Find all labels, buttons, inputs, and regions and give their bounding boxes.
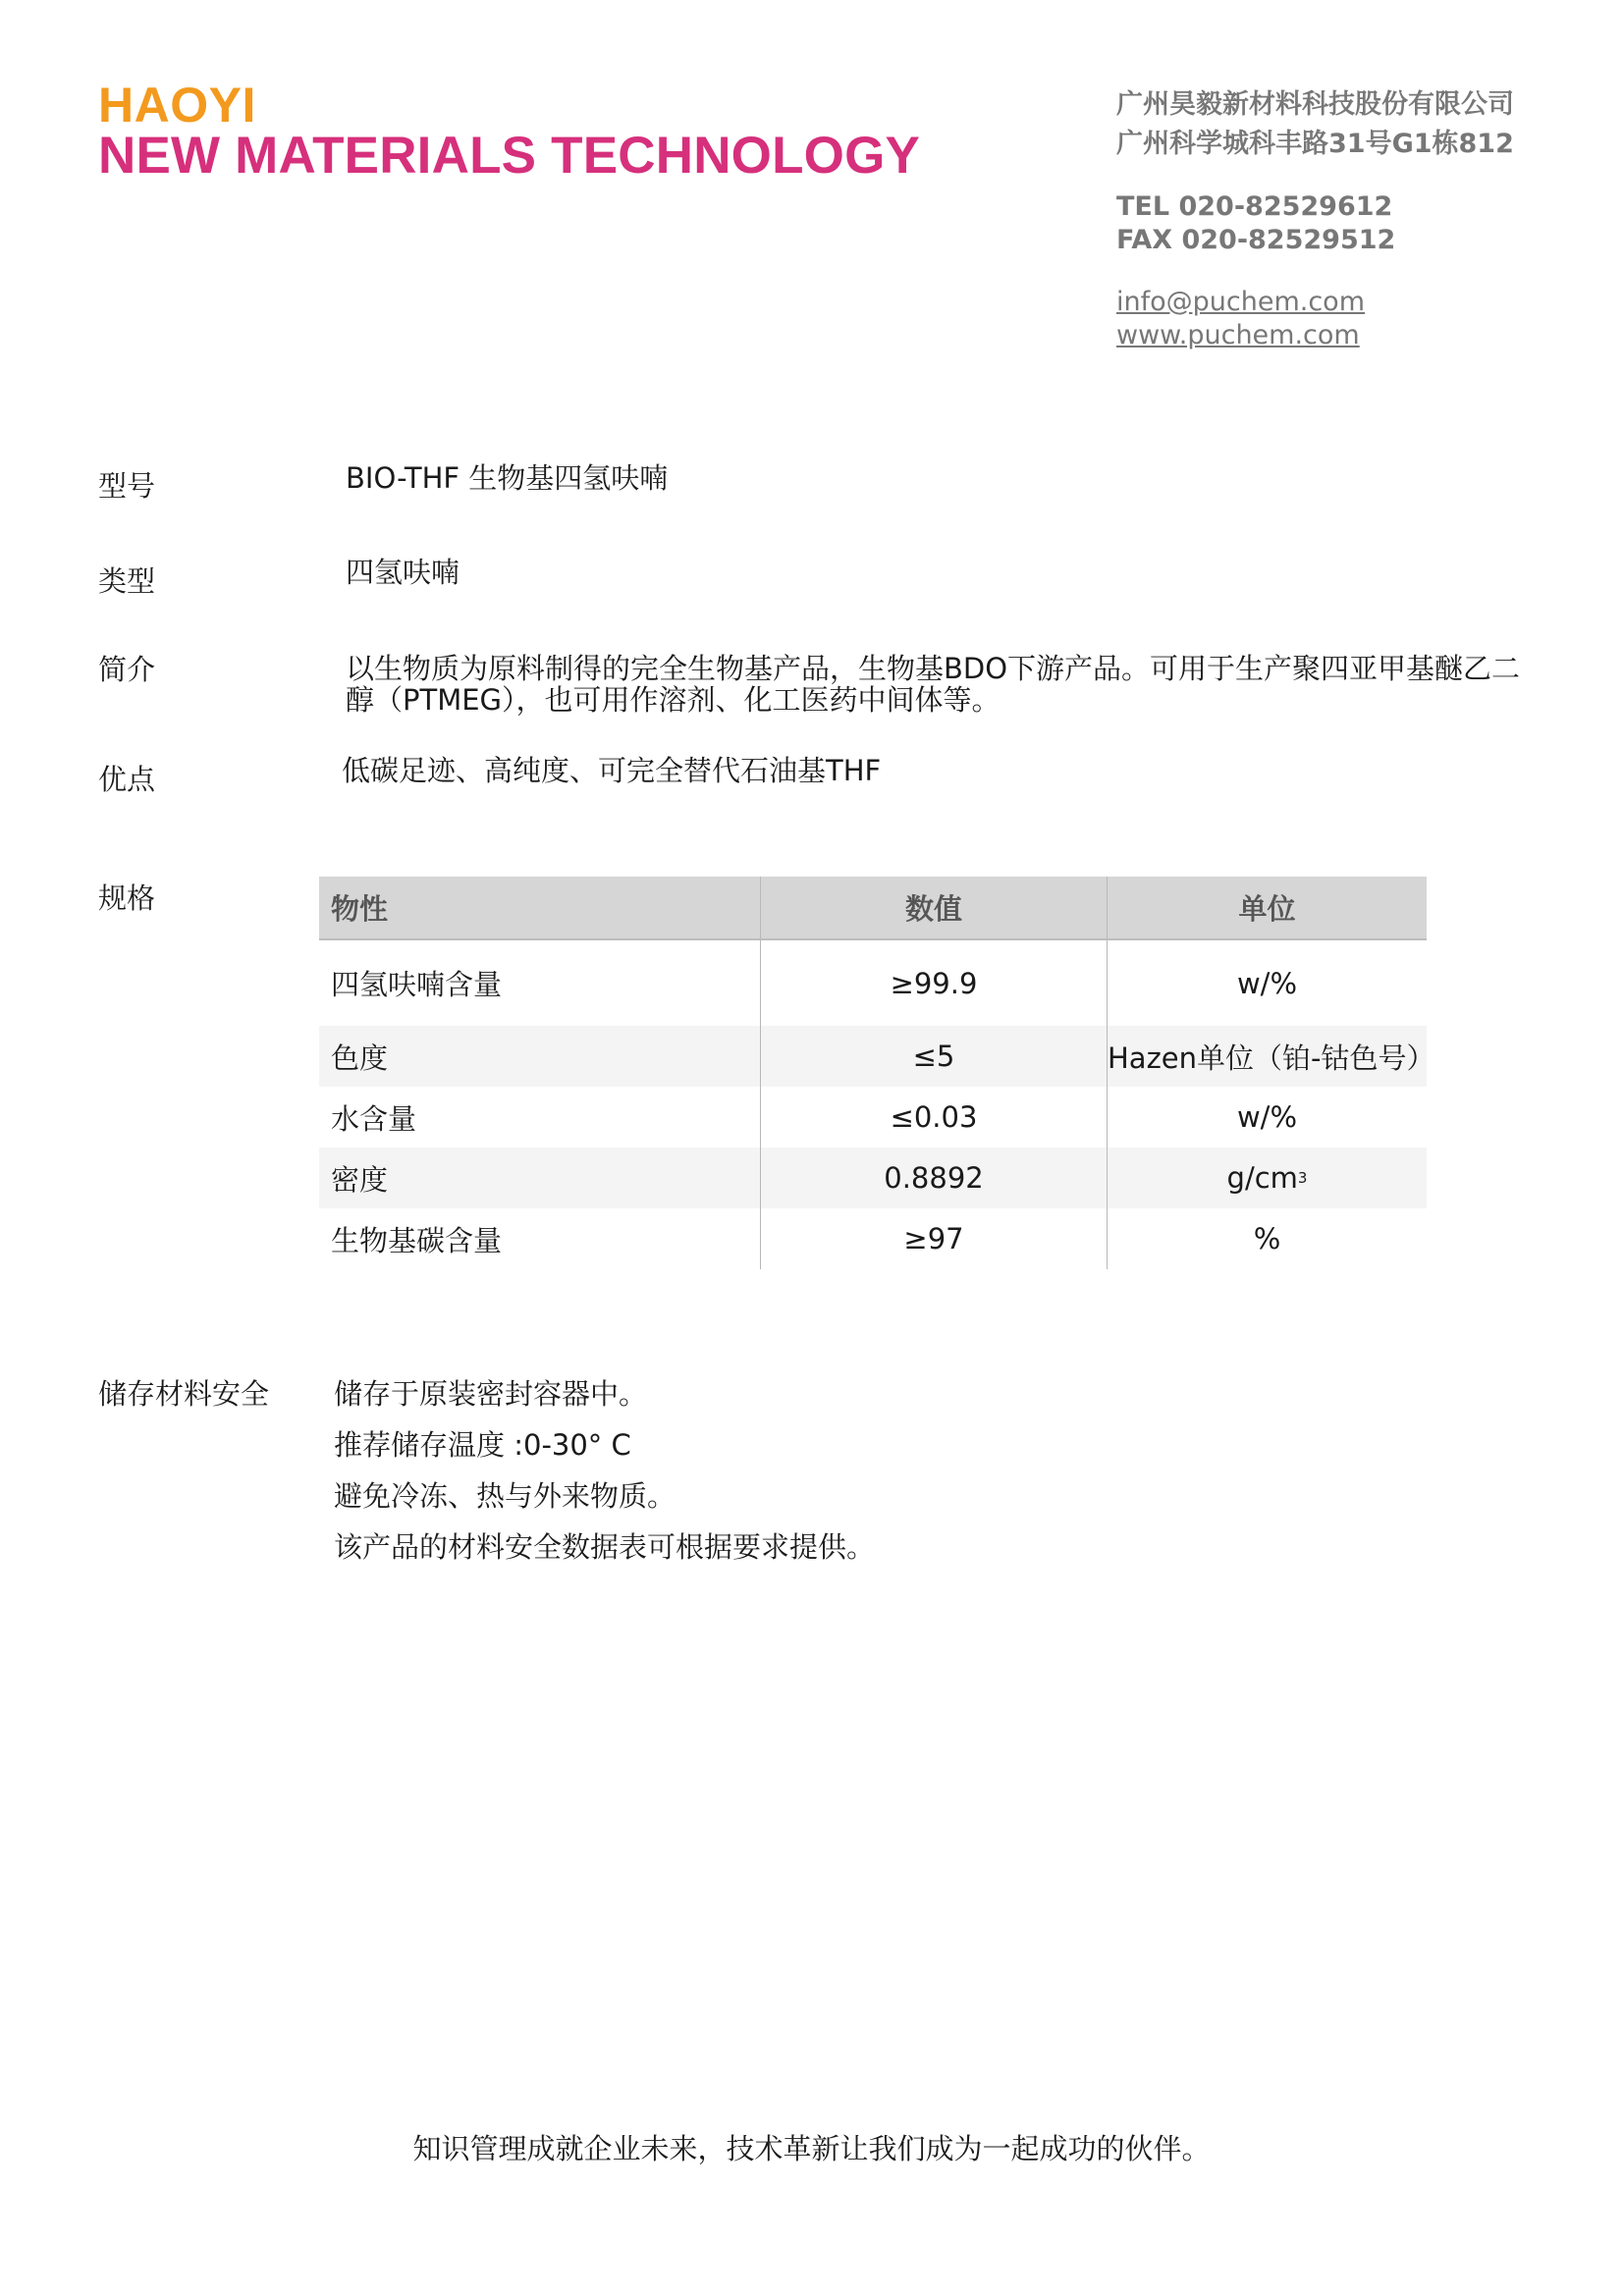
intro-line-1: 以生物质为原料制得的完全生物基产品，生物基BDO下游产品。可用于生产聚四亚甲基醚乙二 [346, 652, 1521, 685]
table-row [319, 1087, 1427, 1148]
value-cell: ≤5 [761, 1026, 1108, 1087]
value-cell: 0.8892 [761, 1148, 1108, 1208]
spec-table [319, 877, 1435, 1269]
brand-line-1: HAOYI [98, 78, 256, 133]
unit-cell [1108, 1148, 1427, 1208]
type-value: 四氢呋喃 [346, 556, 460, 589]
table-row [319, 1208, 1427, 1269]
website-link[interactable]: www.puchem.com [1116, 320, 1360, 350]
unit-cell: % [1253, 1222, 1281, 1255]
property-cell: 密度 [319, 1148, 761, 1208]
unit-text: g/cm [1226, 1161, 1298, 1195]
property-cell: 色度 [319, 1026, 761, 1087]
advantages-value: 低碳足迹、高纯度、可完全替代石油基THF [342, 754, 882, 787]
intro-line-2: 醇（PTMEG），也可用作溶剂、化工医药中间体等。 [346, 683, 1001, 717]
storage-line: 该产品的材料安全数据表可根据要求提供。 [334, 1530, 876, 1564]
property-cell: 四氢呋喃含量 [319, 940, 761, 1026]
intro-label: 简介 [98, 653, 156, 686]
property-cell: 生物基碳含量 [319, 1208, 761, 1269]
advantages-label: 优点 [98, 763, 156, 796]
table-row [319, 1026, 1435, 1087]
value-cell: ≥99.9 [761, 940, 1108, 1026]
fax-number: FAX 020-82529512 [1116, 225, 1396, 255]
type-label: 类型 [98, 564, 156, 598]
header-value: 数值 [761, 877, 1108, 938]
spec-table-header [319, 877, 1427, 940]
storage-line: 避免冷冻、热与外来物质。 [334, 1479, 676, 1513]
unit-cell: w/% [1236, 966, 1298, 1000]
table-row [319, 1148, 1427, 1208]
unit-superscript: 3 [1297, 1169, 1308, 1187]
header-unit: 单位 [1238, 892, 1296, 926]
tel-number: TEL 020-82529612 [1116, 191, 1393, 222]
company-address: 广州科学城科丰路31号G1栋812 [1116, 129, 1514, 159]
value-cell: ≤0.03 [761, 1087, 1108, 1148]
unit-cell: w/% [1236, 1100, 1298, 1134]
storage-label: 储存材料安全 [98, 1377, 270, 1411]
value-cell: ≥97 [761, 1208, 1108, 1269]
brand-line-2: NEW MATERIALS TECHNOLOGY [98, 127, 921, 185]
footer-slogan: 知识管理成就企业未来，技术革新让我们成为一起成功的伙伴。 [412, 2132, 1211, 2165]
header-property: 物性 [319, 877, 761, 938]
storage-line: 推荐储存温度 :0-30° C [334, 1428, 631, 1462]
unit-cell: Hazen单位（铂-钴色号） [1108, 1041, 1435, 1075]
spec-label: 规格 [98, 881, 156, 915]
model-value: BIO-THF 生物基四氢呋喃 [346, 461, 669, 495]
email-link[interactable]: info@puchem.com [1116, 287, 1366, 317]
model-label: 型号 [98, 469, 156, 503]
storage-line: 储存于原装密封容器中。 [334, 1377, 648, 1411]
table-row [319, 940, 1427, 1026]
property-cell: 水含量 [319, 1087, 761, 1148]
company-name: 广州昊毅新材料科技股份有限公司 [1116, 89, 1514, 120]
